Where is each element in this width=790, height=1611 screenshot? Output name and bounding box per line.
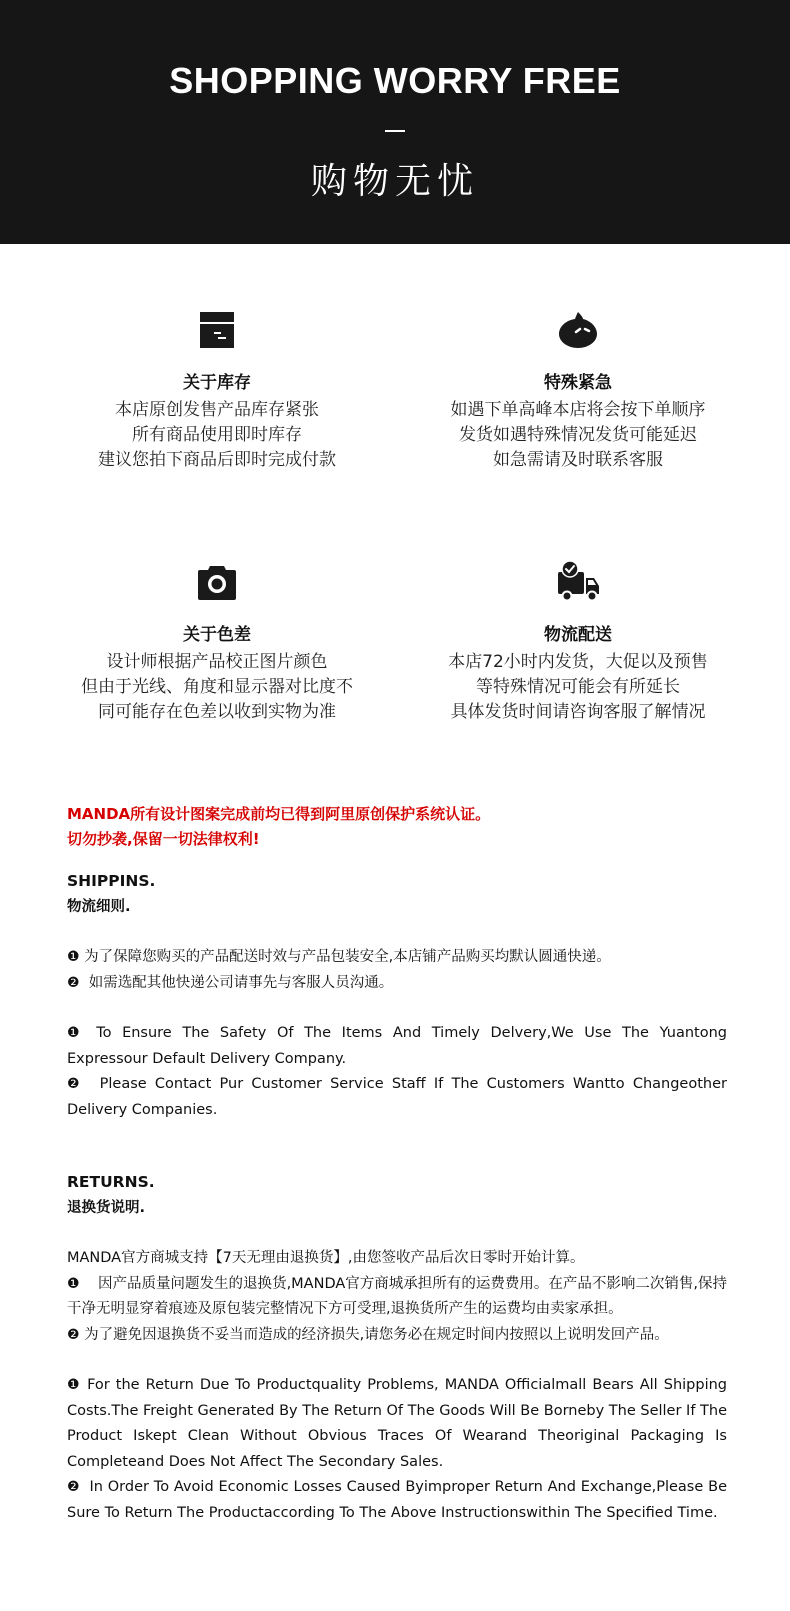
shipping-cn-1	[67, 945, 727, 971]
section-subheading: 退换货说明.	[67, 1199, 146, 1216]
section-heading: SHIPPINS.	[67, 872, 156, 890]
camera-icon	[195, 560, 239, 604]
feature-urgent	[388, 308, 768, 473]
returns-en-1	[67, 1373, 727, 1475]
notice-line: MANDA所有设计图案完成前均已得到阿里原创保护系统认证。	[67, 805, 491, 823]
feature-line: 具体发货时间请咨询客服了解情况	[450, 702, 706, 722]
bullet-number: ❷	[67, 1076, 84, 1092]
feature-delivery	[388, 560, 768, 725]
bullet-number: ❶	[67, 1025, 86, 1041]
bullet-text: To Ensure The Safety Of The Items And Timely Delvery,We Use The Yuantong Expressour Default Delivery Company.	[67, 1025, 727, 1067]
feature-line: 如遇下单高峰本店将会按下单顺序	[450, 400, 706, 420]
page-title: SHOPPING WORRY FREE	[169, 60, 621, 101]
shipping-cn-2	[67, 971, 727, 997]
feature-line: 建议您拍下商品后即时完成付款	[98, 450, 336, 470]
feature-color	[27, 560, 407, 725]
bullet-text: Please Contact Pur Customer Service Staff If The Customers Wantto Changeother Delivery Companies.	[67, 1076, 727, 1118]
bullet-text: For the Return Due To Productquality Problems, MANDA Officialmall Bears All Shipping Costs.The Freight Generated By The Return Of The Goods Will Be Borneby The Seller If The Product Iskept Clean Without Obvious Traces Of Wearand Theoriginal Packaging Is Completeand Does Not Affect The Secondary Sales.	[67, 1377, 727, 1470]
bullet-text: 为了避免因退换货不妥当而造成的经济损失,请您务必在规定时间内按照以上说明发回产品。	[84, 1326, 669, 1343]
feature-title: 关于色差	[183, 625, 251, 645]
bullet-number: ❶	[67, 1377, 82, 1393]
mascot-icon	[556, 308, 600, 352]
bullet-text: 如需选配其他快递公司请事先与客服人员沟通。	[88, 974, 394, 991]
feature-line: 设计师根据产品校正图片颜色	[106, 652, 328, 672]
shipping-en-2	[67, 1072, 727, 1123]
feature-line: 同可能存在色差以收到实物为准	[98, 702, 336, 722]
shipping-section	[67, 869, 727, 1123]
returns-intro: MANDA官方商城支持【7天无理由退换货】,由您签收产品后次日零时开始计算。	[67, 1250, 585, 1266]
feature-title: 物流配送	[544, 625, 612, 645]
delivery-truck-icon	[551, 560, 605, 604]
bullet-text: 因产品质量问题发生的退换货,MANDA官方商城承担所有的运费费用。在产品不影响二次销售,保持干净无明显穿着痕迹及原包装完整情况下方可受理,退换货所产生的运费均由卖家承担。	[67, 1275, 727, 1317]
bullet-text: 为了保障您购买的产品配送时效与产品包装安全,本店铺产品购买均默认圆通快递。	[84, 949, 611, 965]
notice-line: 切勿抄袭,保留一切法律权利!	[67, 830, 260, 848]
page-subtitle: 购物无忧	[310, 161, 479, 202]
feature-line: 发货如遇特殊情况发货可能延迟	[459, 425, 697, 445]
returns-cn-1	[67, 1272, 727, 1323]
returns-cn-2	[67, 1323, 727, 1349]
bullet-number: ❶	[67, 949, 80, 965]
returns-en-2	[67, 1475, 727, 1526]
feature-title: 特殊紧急	[544, 373, 612, 393]
feature-line: 但由于光线、角度和显示器对比度不	[81, 677, 353, 697]
feature-line: 本店72小时内发货，大促以及预售	[448, 652, 708, 672]
box-icon	[195, 308, 239, 352]
feature-line: 本店原创发售产品库存紧张	[115, 400, 319, 420]
feature-title: 关于库存	[183, 373, 251, 393]
title-divider	[385, 130, 405, 132]
shipping-en-1	[67, 1021, 727, 1072]
returns-section	[67, 1170, 727, 1526]
copyright-notice	[67, 802, 490, 852]
header-banner	[0, 0, 790, 244]
bullet-number: ❷	[67, 1326, 80, 1343]
feature-line: 等特殊情况可能会有所延长	[476, 677, 680, 697]
feature-line: 如急需请及时联系客服	[493, 450, 663, 470]
section-heading: RETURNS.	[67, 1173, 155, 1191]
bullet-number: ❶	[67, 1275, 80, 1292]
section-subheading: 物流细则.	[67, 898, 131, 915]
bullet-text: In Order To Avoid Economic Losses Caused Byimproper Return And Exchange,Please Be Sure To Return The Productaccording To The Above Instructionswithin The Specified Time.	[67, 1479, 727, 1521]
bullet-number: ❷	[67, 974, 80, 991]
feature-stock	[27, 308, 407, 473]
feature-line: 所有商品使用即时库存	[132, 425, 302, 445]
bullet-number: ❷	[67, 1479, 80, 1495]
